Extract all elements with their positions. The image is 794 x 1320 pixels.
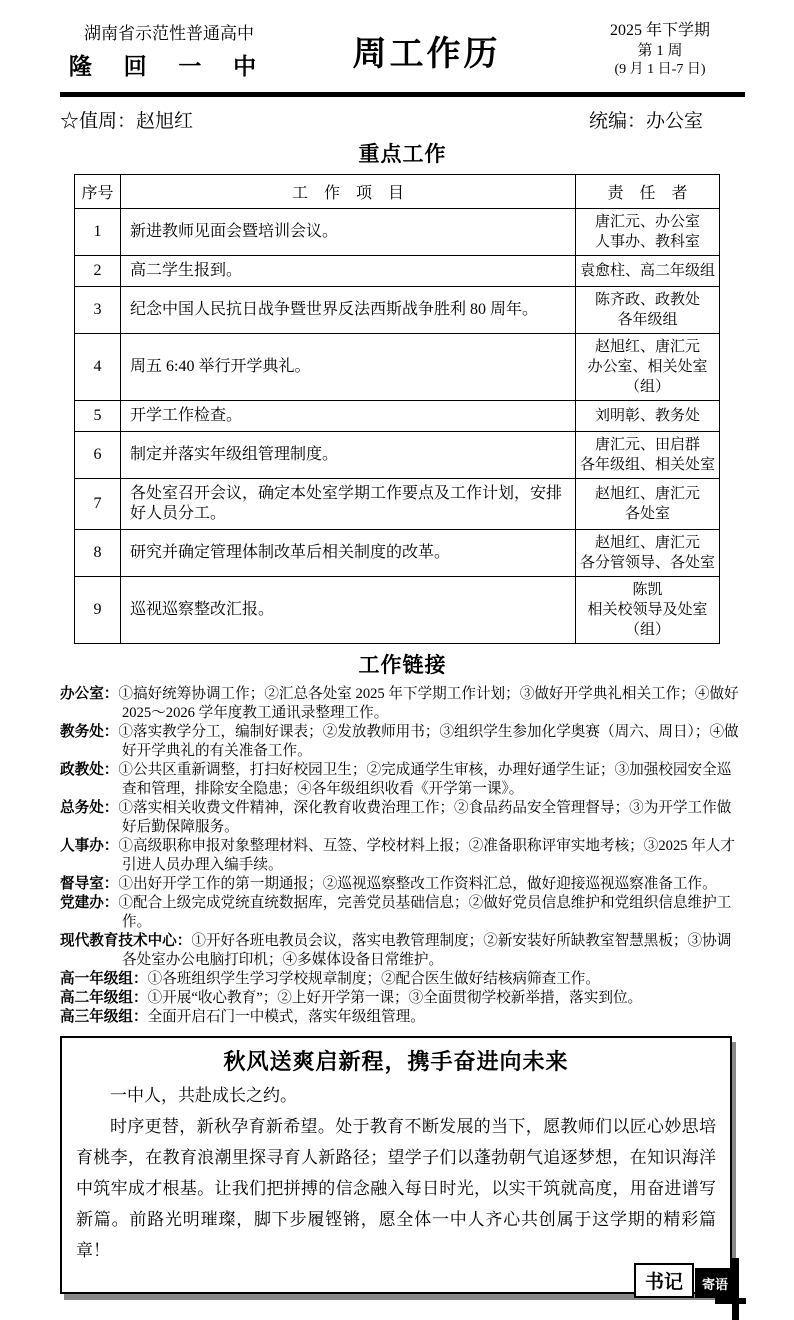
row-item: 开学工作检查。: [121, 401, 576, 432]
table-row: [75, 209, 720, 256]
link-text: 全面开启石门一中模式，落实年级组管理。: [147, 1009, 425, 1025]
resp-line: 相关校领导及处室（组）: [587, 602, 708, 638]
table-row: [75, 577, 720, 644]
link-label: 高一年级组：: [60, 971, 148, 987]
link-label: 办公室：: [60, 686, 119, 702]
row-item: 纪念中国人民抗日战争暨世界反法西斯战争胜利 80 周年。: [121, 287, 576, 334]
link-label: 党建办：: [60, 895, 119, 911]
row-resp: [576, 530, 720, 577]
table-row: [75, 479, 720, 530]
row-item: 研究并确定管理体制改革后相关制度的改革。: [121, 530, 576, 577]
row-resp: [576, 256, 720, 287]
badge-jiyu: 寄语: [695, 1268, 735, 1298]
document-header: [60, 14, 745, 86]
row-no: 8: [75, 530, 121, 577]
week-date-range: (9 月 1 日-7 日): [614, 62, 706, 78]
resp-line: 各年级组、相关处室: [579, 457, 715, 473]
row-resp: [576, 209, 720, 256]
corner-mark-horizontal: [715, 1298, 746, 1304]
week-info: [575, 21, 745, 79]
table-row: [75, 401, 720, 432]
editor-label: 统编：: [588, 111, 646, 132]
link-label: 总务处：: [60, 800, 119, 816]
link-label: 人事办：: [60, 838, 119, 854]
table-row: [75, 287, 720, 334]
row-resp: [576, 401, 720, 432]
link-item-grade3: [60, 1008, 745, 1027]
duty-week-leader: [60, 106, 193, 133]
resp-line: 赵旭红、唐汇元: [594, 535, 700, 551]
row-no: 5: [75, 401, 121, 432]
secretary-message-box: [60, 1036, 732, 1294]
link-label: 高三年级组：: [60, 1009, 148, 1025]
link-text: ①落实相关收费文件精神，深化教育收费治理工作；②食品药品安全管理督导；③为开学工作做好后勤保障服务。: [118, 800, 732, 835]
school-type: 湖南省示范性普通高中: [84, 24, 254, 43]
table-header-row: [75, 175, 720, 209]
link-label: 督导室：: [60, 876, 119, 892]
row-no: 1: [75, 209, 121, 256]
badge-shuji: 书记: [634, 1263, 694, 1298]
link-label: 政教处：: [60, 762, 119, 778]
link-text: ①各班组织学生学习学校规章制度；②配合医生做好结核病筛查工作。: [147, 971, 600, 987]
row-item: 巡视巡察整改汇报。: [121, 577, 576, 644]
link-item-jiaowuchu: [60, 723, 745, 761]
resp-line: 各分管领导、各处室: [579, 555, 715, 571]
work-links-title: 工作链接: [358, 654, 447, 677]
row-no: 7: [75, 479, 121, 530]
resp-line: 各处室: [624, 506, 670, 522]
duty-name: 赵旭红: [136, 111, 194, 132]
link-text: ①出好开学工作的第一期通报；②巡视巡察整改工作资料汇总，做好迎接巡视巡察准备工作。: [118, 876, 717, 892]
link-item-grade1: [60, 970, 745, 989]
table-row: [75, 334, 720, 401]
school-name: 隆 回 一 中: [68, 54, 270, 79]
link-label: 高二年级组：: [60, 990, 148, 1006]
duty-row: [60, 106, 745, 133]
link-label: 教务处：: [60, 724, 119, 740]
row-resp: [576, 479, 720, 530]
row-no: 6: [75, 432, 121, 479]
editor-name: 办公室: [645, 111, 703, 132]
message-title: 秋风送爽启新程，携手奋进向未来: [223, 1049, 569, 1074]
col-header-item: 工 作 项 目: [121, 175, 576, 209]
resp-line: 赵旭红、唐汇元: [594, 339, 700, 355]
link-item-dudaoshi: [60, 875, 745, 894]
link-item-dangjianban: [60, 894, 745, 932]
row-no: 2: [75, 256, 121, 287]
link-text: ①高级职称申报对象整理材料、互签、学校材料上报；②准备职称评审实地考核；③2025 年人才引进人员办理入编手续。: [118, 838, 735, 873]
link-item-renshiban: [60, 837, 745, 875]
link-text: ①落实教学分工，编制好课表；②发放教师用书；③组织学生参加化学奥赛（周六、周日）；④做好开学典礼的有关准备工作。: [118, 724, 739, 759]
header-divider: [60, 92, 745, 97]
link-item-bangongshi: [60, 685, 745, 723]
row-no: 3: [75, 287, 121, 334]
link-label: 现代教育技术中心：: [60, 933, 192, 949]
semester-label: 2025 年下学期: [609, 21, 710, 39]
link-item-zhengjiaochu: [60, 761, 745, 799]
row-resp: [576, 334, 720, 401]
row-resp: [576, 432, 720, 479]
link-text: ①开好各班电教员会议，落实电教管理制度；②新安装好所缺教室智慧黑板；③协调各处室办公电脑打印机；④多媒体设备日常维护。: [122, 933, 732, 968]
resp-line: 袁愈柱、高二年级组: [579, 263, 715, 279]
col-header-resp: 责 任 者: [576, 175, 720, 209]
row-no: 4: [75, 334, 121, 401]
row-resp: [576, 577, 720, 644]
editor-info: [589, 106, 703, 133]
row-no: 9: [75, 577, 121, 644]
link-item-tech-center: [60, 932, 745, 970]
table-row: [75, 256, 720, 287]
link-text: ①开展“收心教育”；②上好开学第一课；③全面贯彻学校新举措，落实到位。: [147, 990, 643, 1006]
link-text: ①公共区重新调整，打扫好校园卫生；②完成通学生审核，办理好通学生证；③加强校园安全巡查和管理，排除安全隐患；④各年级组织收看《开学第一课》。: [118, 762, 732, 797]
resp-line: 唐汇元、田启群: [594, 437, 700, 453]
resp-line: 刘明彰、教务处: [594, 408, 700, 424]
resp-line: 赵旭红、唐汇元: [594, 486, 700, 502]
message-paragraph: 时序更替，新秋孕育新希望。处于教育不断发展的当下，愿教师们以匠心妙思培育桃李，在教育浪潮里探寻育人新路径；望学子们以蓬勃朝气追逐梦想，在知识海洋中筑牢成才根基。让我们把拼搏的信念融入每日时光，以实干筑就高度，用奋进谱写新篇。前路光明璀璨，脚下步履铿锵，愿全体一中人齐心共创属于这学期的精彩篇章！: [76, 1117, 716, 1260]
resp-line: 陈齐政、政教处: [594, 292, 700, 308]
key-work-title: 重点工作: [358, 143, 447, 166]
resp-line: 陈凯: [632, 582, 663, 598]
table-row: [75, 432, 720, 479]
resp-line: 各年级组: [617, 312, 678, 328]
secretary-badge: [634, 1263, 735, 1298]
row-item: 各处室召开会议，确定本处室学期工作要点及工作计划，安排好人员分工。: [121, 479, 576, 530]
resp-line: 人事办、教科室: [594, 234, 700, 250]
link-text: ①搞好统筹协调工作；②汇总各处室 2025 年下学期工作计划；③做好开学典礼相关工作；④做好 2025～2026 学年度教工通讯录整理工作。: [118, 686, 739, 721]
week-number: 第 1 周: [637, 42, 683, 59]
link-text: ①配合上级完成党统直统数据库，完善党员基础信息；②做好党员信息维护和党组织信息维护工作。: [118, 895, 732, 930]
row-item: 制定并落实年级组管理制度。: [121, 432, 576, 479]
row-item: 新进教师见面会暨培训会议。: [121, 209, 576, 256]
col-header-no: 序号: [75, 175, 121, 209]
resp-line: 办公室、相关处室（组）: [587, 359, 708, 395]
link-item-zongwuchu: [60, 799, 745, 837]
school-block: [60, 19, 278, 81]
row-resp: [576, 287, 720, 334]
link-item-grade2: [60, 989, 745, 1008]
work-links-section: [60, 685, 745, 1027]
row-item: 高二学生报到。: [121, 256, 576, 287]
row-item: 周五 6:40 举行开学典礼。: [121, 334, 576, 401]
key-work-table: [74, 174, 720, 644]
table-row: [75, 530, 720, 577]
page-title: 周工作历: [352, 34, 501, 73]
resp-line: 唐汇元、办公室: [594, 214, 700, 230]
message-paragraph: 一中人，共赴成长之约。: [110, 1086, 297, 1105]
duty-label: ☆值周：: [60, 111, 137, 132]
